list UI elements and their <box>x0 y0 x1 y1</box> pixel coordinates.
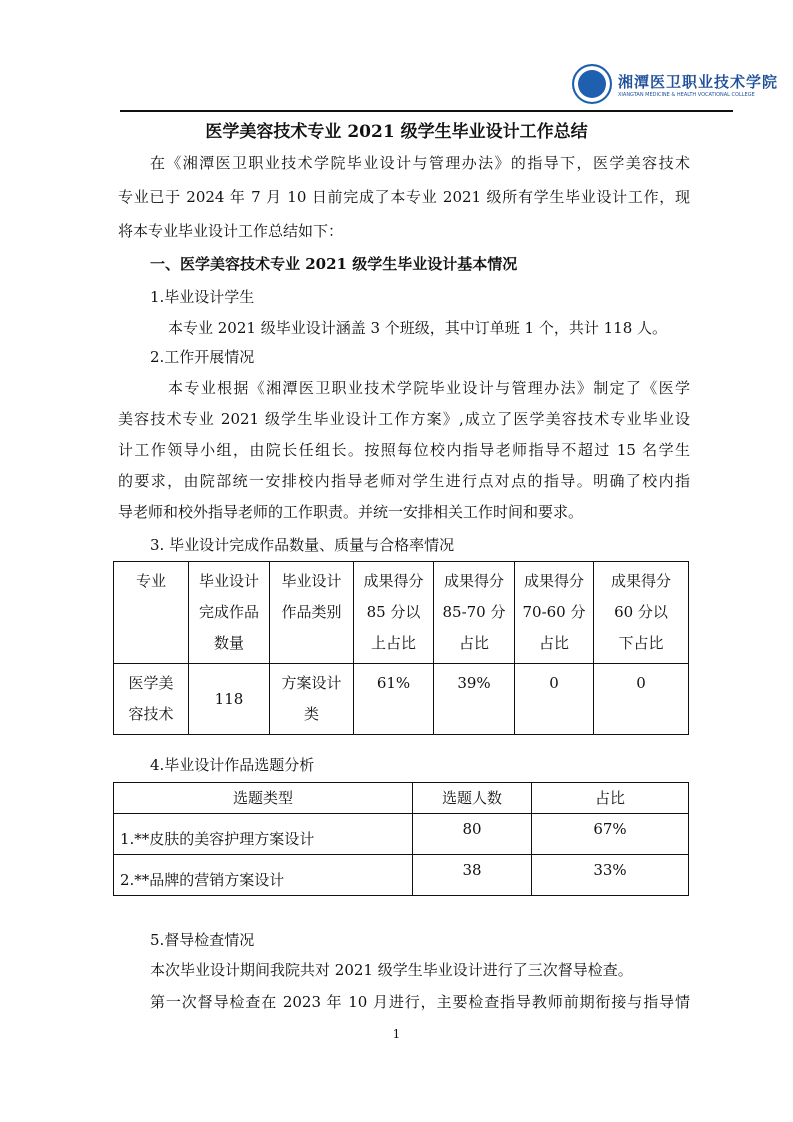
paragraph-line: 本专业 2021 级毕业设计涵盖 3 个班级，其中订单班 1 个，共计 118 人。 <box>168 319 668 337</box>
paragraph-line: 导老师和校外指导老师的工作职责。并统一安排相关工作时间和要求。 <box>118 503 584 521</box>
cell: 38 <box>413 855 532 896</box>
cell: 0 <box>515 664 594 735</box>
cell: 方案设计 类 <box>270 664 354 735</box>
page-number: 1 <box>392 1027 401 1041</box>
table-header-row <box>114 783 689 814</box>
table-row <box>114 814 689 855</box>
header-cell: 专业 <box>114 562 189 664</box>
subsection-heading: 4.毕业设计作品选题分析 <box>150 756 315 774</box>
table-header-row <box>114 562 689 664</box>
header-cell: 毕业设计 作品类别 <box>270 562 354 664</box>
subsection-heading: 5.督导检查情况 <box>150 931 255 949</box>
college-seal-icon <box>572 64 612 104</box>
header-cell: 选题类型 <box>114 783 413 814</box>
cell: 医学美 容技术 <box>114 664 189 735</box>
cell: 67% <box>532 814 689 855</box>
header-cell: 毕业设计 完成作品 数量 <box>189 562 270 664</box>
paragraph-line: 本专业根据《湘潭医卫职业技术学院毕业设计与管理办法》制定了《医学 <box>168 379 690 397</box>
cell: 2.**品牌的营销方案设计 <box>114 855 413 896</box>
score-table <box>113 561 689 735</box>
cell: 1.**皮肤的美容护理方案设计 <box>114 814 413 855</box>
paragraph-line: 在《湘潭医卫职业技术学院毕业设计与管理办法》的指导下，医学美容技术 <box>150 154 690 172</box>
paragraph-line: 专业已于 2024 年 7 月 10 日前完成了本专业 2021 级所有学生毕业设计工作，现 <box>118 188 690 206</box>
cell: 118 <box>189 664 270 735</box>
table-row <box>114 664 689 735</box>
logo-name-en: XIANGTAN MEDICINE & HEALTH VOCATIONAL COLLEGE <box>618 91 755 98</box>
subsection-heading: 1.毕业设计学生 <box>150 288 255 306</box>
header-cell: 成果得分 85-70 分 占比 <box>434 562 515 664</box>
header-cell: 选题人数 <box>413 783 532 814</box>
cell: 61% <box>354 664 434 735</box>
logo-name-cn: 湘潭医卫职业技术学院 <box>618 72 779 91</box>
header-cell: 占比 <box>532 783 689 814</box>
section-heading: 一、医学美容技术专业 2021 级学生毕业设计基本情况 <box>150 255 518 273</box>
paragraph-line: 将本专业毕业设计工作总结如下： <box>118 222 344 240</box>
subsection-heading: 3. 毕业设计完成作品数量、质量与合格率情况 <box>150 536 455 554</box>
college-logo <box>572 64 778 104</box>
cell: 0 <box>594 664 689 735</box>
page-title: 医学美容技术专业 2021 级学生毕业设计工作总结 <box>205 122 588 142</box>
header-cell: 成果得分 60 分以 下占比 <box>594 562 689 664</box>
paragraph-line: 计工作领导小组，由院长任组长。按照每位校内指导老师指导不超过 15 名学生 <box>118 441 690 459</box>
paragraph-line: 本次毕业设计期间我院共对 2021 级学生毕业设计进行了三次督导检查。 <box>150 961 633 979</box>
table-row <box>114 855 689 896</box>
paragraph-line: 第一次督导检查在 2023 年 10 月进行，主要检查指导教师前期衔接与指导情 <box>150 993 690 1011</box>
subsection-heading: 2.工作开展情况 <box>150 348 255 366</box>
cell: 39% <box>434 664 515 735</box>
cell: 80 <box>413 814 532 855</box>
cell: 33% <box>532 855 689 896</box>
header-cell: 成果得分 85 分以 上占比 <box>354 562 434 664</box>
header-rule <box>120 110 733 112</box>
paragraph-line: 美容技术专业 2021 级学生毕业设计工作方案》,成立了医学美容技术专业毕业设 <box>118 410 690 428</box>
topic-table <box>113 782 689 896</box>
header-cell: 成果得分 70-60 分 占比 <box>515 562 594 664</box>
paragraph-line: 的要求，由院部统一安排校内指导老师对学生进行点对点的指导。明确了校内指 <box>118 472 690 490</box>
